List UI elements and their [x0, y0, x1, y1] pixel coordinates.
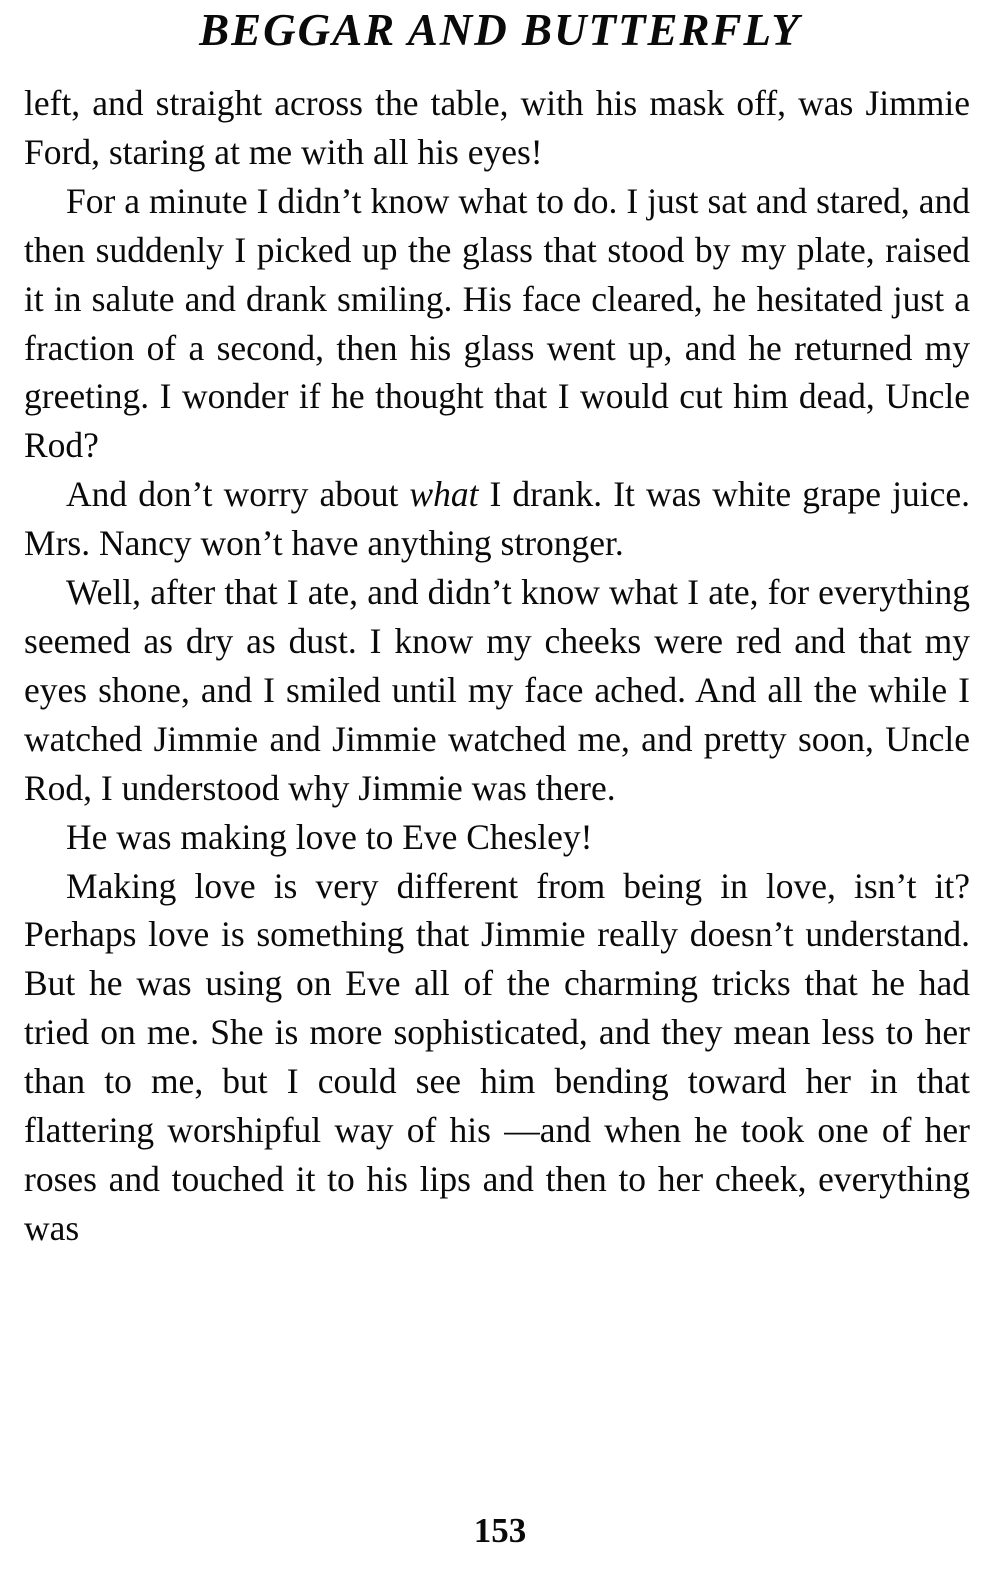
- paragraph-3-emphasis: what: [409, 474, 479, 515]
- paragraph-2: For a minute I didn’t know what to do. I just sat and stared, and then suddenly I picked up the glass that stood by my plate, raised it in salute and drank smiling. His face cleared, he hesitated just a fraction of a second, then his glass went up, and he returned my greeting. I wonder if he thought that I would cut him dead, Uncle Rod?: [24, 180, 970, 466]
- paragraph-3: [24, 470, 970, 568]
- paragraph-3-after: I drank. It was white grape juice. Mrs. Nancy won’t have anything stronger.: [24, 474, 970, 564]
- paragraph-5: He was making love to Eve Chesley!: [66, 816, 593, 857]
- paragraph-4: Well, after that I ate, and didn’t know what I ate, for everything seemed as dry as dust. I know my cheeks were red and that my eyes shone, and I smiled until my face ached. And all the while I watched Jimmie and Jimmie watched me, and pretty soon, Uncle Rod, I understood why Jimmie was there.: [24, 572, 970, 808]
- running-head: BEGGAR AND BUTTERFLY: [199, 5, 801, 55]
- page-number: 153: [473, 1511, 527, 1550]
- body-text: [24, 79, 970, 1253]
- paragraph-6: Making love is very different from being in love, isn’t it? Perhaps love is something that Jimmie really doesn’t understand. But he was using on Eve all of the charming tricks that he had tried on me. She is more sophisticated, and they mean less to her than to me, but I could see him bending toward her in that flattering worshipful way of his —and when he took one of her roses and touched it to his lips and then to her cheek, everything was: [24, 865, 970, 1248]
- paragraph-3-before: And don’t worry about: [66, 474, 410, 515]
- paragraph-1: left, and straight across the table, with his mask off, was Jimmie Ford, staring at me with all his eyes!: [24, 83, 970, 172]
